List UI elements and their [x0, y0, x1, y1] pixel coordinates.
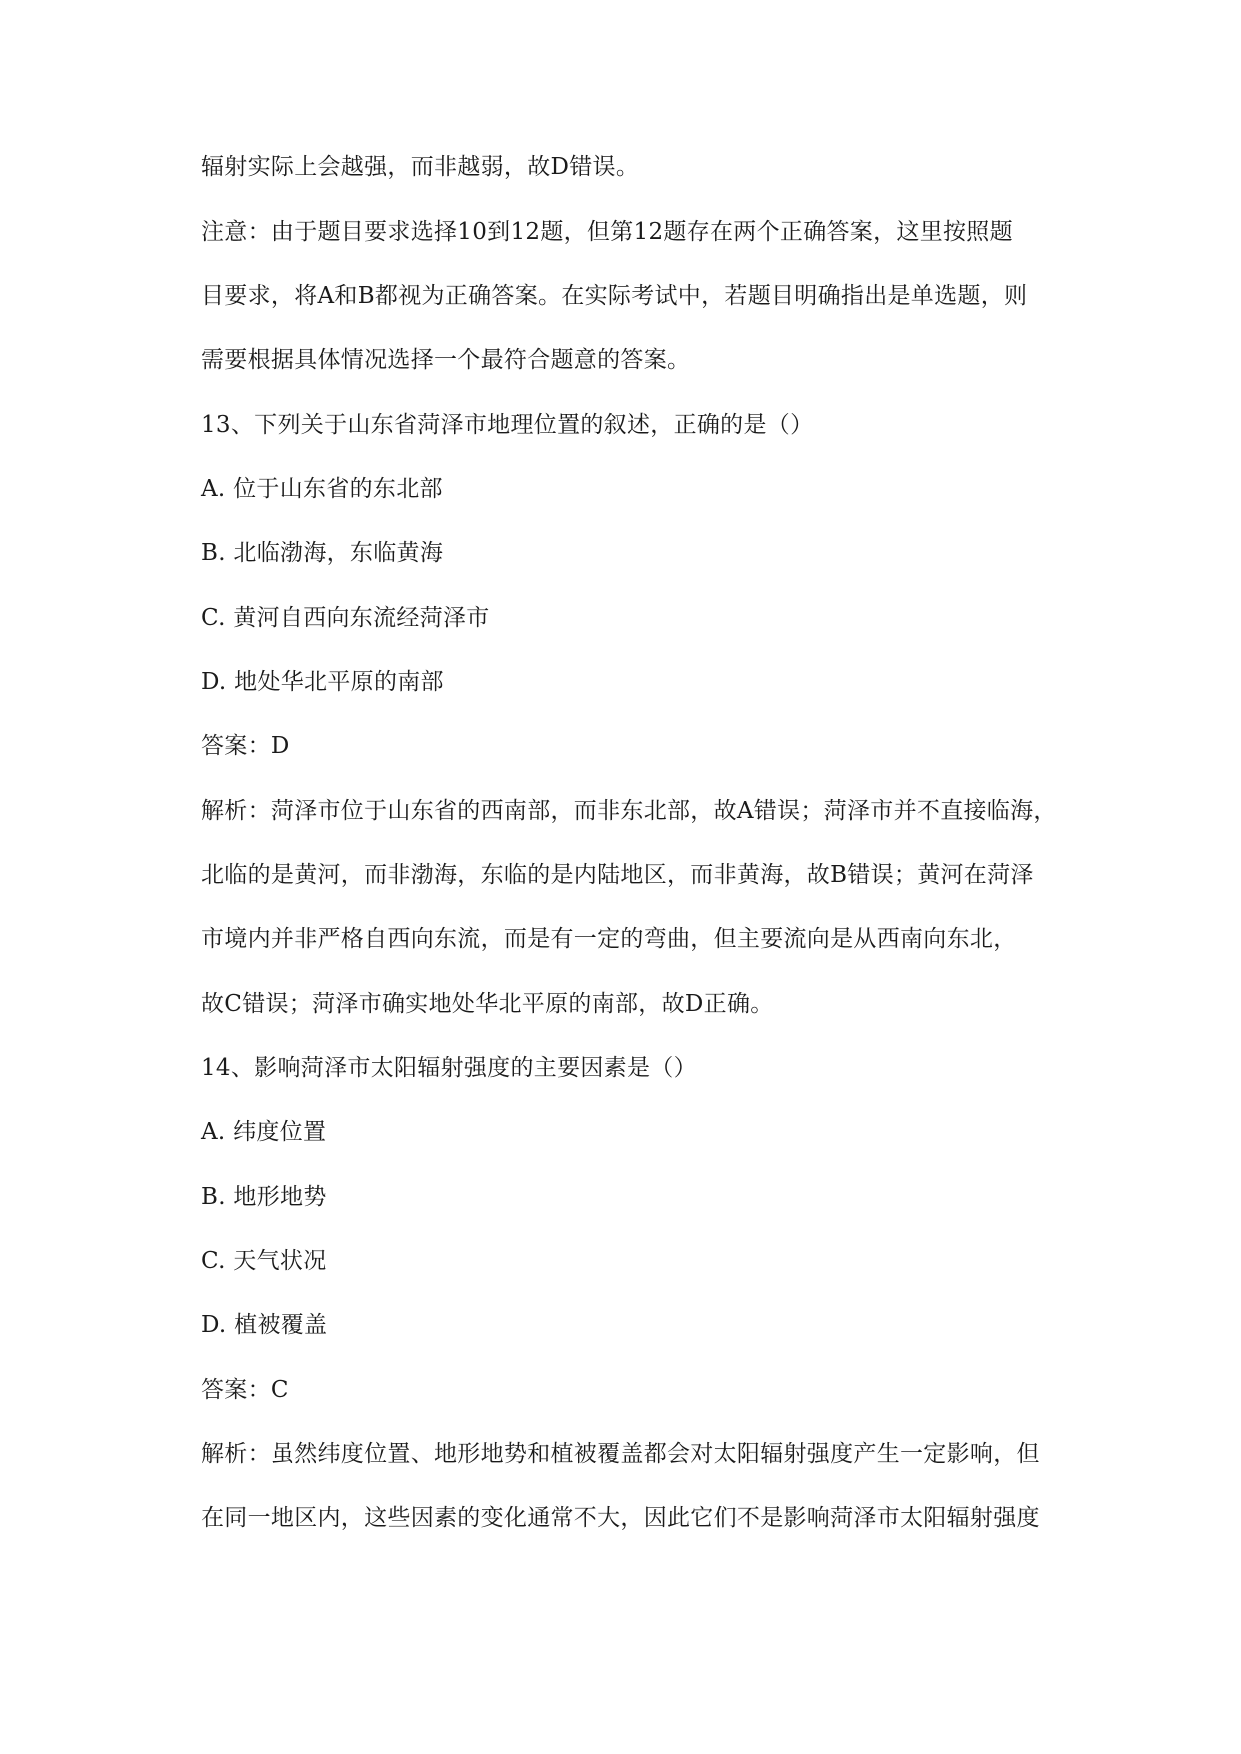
- question-14-analysis-line-1: 解析：虽然纬度位置、地形地势和植被覆盖都会对太阳辐射强度产生一定影响，但: [201, 1441, 1040, 1467]
- question-13-analysis-line-4: 故C错误；菏泽市确实地处华北平原的南部，故D正确。: [201, 991, 774, 1017]
- continuation-text: 辐射实际上会越强，而非越弱，故D错误。: [201, 154, 640, 180]
- question-13-analysis-line-3: 市境内并非严格自西向东流，而是有一定的弯曲，但主要流向是从西南向东北，: [201, 926, 1017, 952]
- question-13-answer: 答案：D: [201, 733, 290, 759]
- question-13-option-c: C. 黄河自西向东流经菏泽市: [201, 605, 490, 631]
- question-13-stem: 13、下列关于山东省菏泽市地理位置的叙述，正确的是（）: [201, 412, 814, 438]
- question-14-answer: 答案：C: [201, 1377, 289, 1403]
- question-14-option-c: C. 天气状况: [201, 1248, 327, 1274]
- question-13-analysis-line-1: 解析：菏泽市位于山东省的西南部，而非东北部，故A错误；菏泽市并不直接临海，: [201, 798, 1057, 824]
- question-13-option-b: B. 北临渤海，东临黄海: [201, 540, 444, 566]
- question-13-analysis-line-2: 北临的是黄河，而非渤海，东临的是内陆地区，而非黄海，故B错误；黄河在菏泽: [201, 862, 1034, 888]
- question-14-option-a: A. 纬度位置: [201, 1119, 327, 1145]
- question-14-option-b: B. 地形地势: [201, 1184, 327, 1210]
- question-13-option-d: D. 地处华北平原的南部: [201, 669, 444, 695]
- question-14-analysis-line-2: 在同一地区内，这些因素的变化通常不大，因此它们不是影响菏泽市太阳辐射强度: [201, 1505, 1040, 1531]
- question-13-option-a: A. 位于山东省的东北部: [201, 476, 443, 502]
- note-line-2: 目要求，将A和B都视为正确答案。在实际考试中，若题目明确指出是单选题，则: [201, 283, 1028, 309]
- question-14-stem: 14、影响菏泽市太阳辐射强度的主要因素是（）: [201, 1055, 697, 1081]
- note-line-3: 需要根据具体情况选择一个最符合题意的答案。: [201, 347, 691, 373]
- note-line-1: 注意：由于题目要求选择10到12题，但第12题存在两个正确答案，这里按照题: [201, 219, 1013, 245]
- question-14-option-d: D. 植被覆盖: [201, 1312, 328, 1338]
